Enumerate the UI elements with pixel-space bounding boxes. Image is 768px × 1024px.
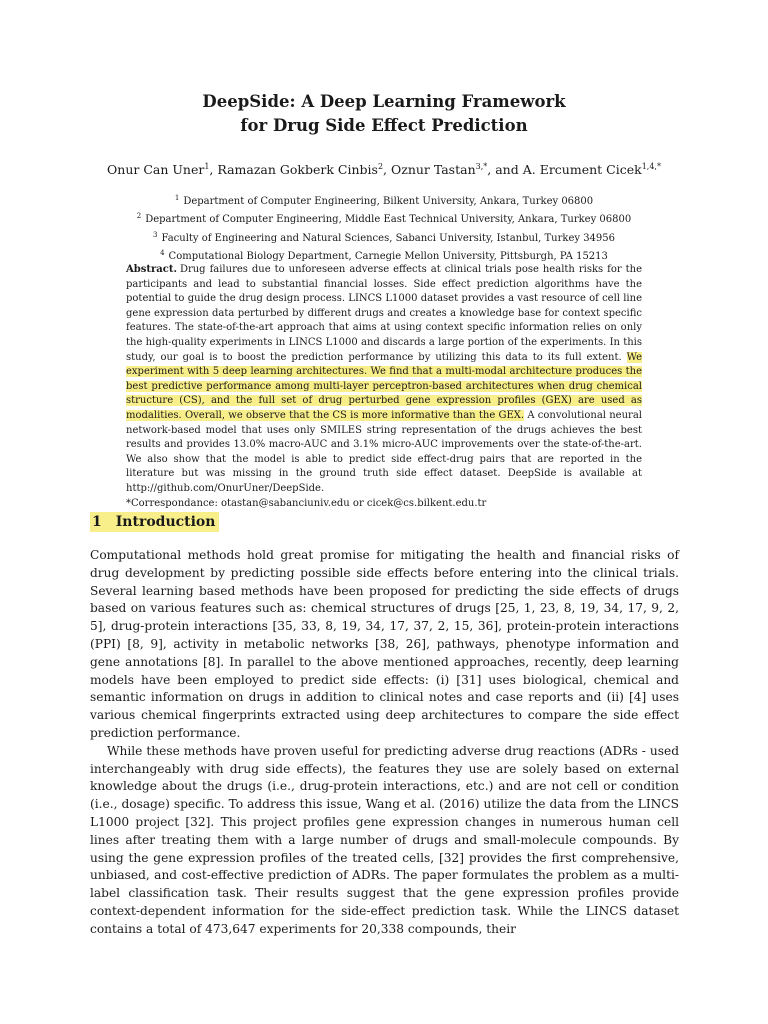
author-separator: , [383, 162, 391, 177]
author-name: Onur Can Uner [107, 162, 205, 177]
affiliation-text: Department of Computer Engineering, Middle East Technical University, Ankara, Turkey 06800 [145, 214, 632, 226]
author-affiliation-mark: 1 [204, 162, 210, 171]
abstract-highlight: We experiment with 5 deep learning architectures. We find that a multi-modal architecture produces the best predictive performance among multi-layer perceptron-based architectures when drug chemical structure (CS), and the full set of drug perturbed gene expression profiles (GEX) are used as modalities. Overall, we observe that the CS is more informative than the GEX. [126, 351, 642, 421]
author-affiliation-mark: 3,* [475, 162, 488, 171]
author-affiliation-mark: 1,4,* [641, 162, 661, 171]
title-line-1: DeepSide: A Deep Learning Framework [202, 92, 566, 111]
author-list [0, 162, 768, 177]
affiliation-text: Department of Computer Engineering, Bilkent University, Ankara, Turkey 06800 [183, 196, 594, 207]
affiliation-text: Faculty of Engineering and Natural Sciences, Sabanci University, Istanbul, Turkey 34956 [161, 232, 616, 244]
correspondence-note: *Correspondance: otastan@sabanciuniv.edu or cicek@cs.bilkent.edu.tr [126, 497, 487, 509]
affiliation-mark: 1 [174, 194, 180, 202]
affiliation-list [0, 191, 768, 264]
affiliation [0, 209, 768, 227]
abstract-text-continued: A convolutional neural network-based model that uses only SMILES string representation of the drugs achieves the best results and provides 13.0% macro-AUC and 3.1% micro-AUC improvements over the state-of-the-art. We also show that the model is able to predict side effect-drug pairs that are reported in the literature but was missing in the ground truth side effect dataset. DeepSide is available at http://github.com/OnurUner/DeepSide. [126, 409, 642, 494]
section-heading-introduction [90, 512, 219, 532]
body-text [90, 547, 679, 939]
affiliation-text: Computational Biology Department, Carnegie Mellon University, Pittsburgh, PA 15213 [168, 250, 608, 262]
paragraph: While these methods have proven useful for predicting adverse drug reactions (ADRs - used interchangeably with drug side effects), the features they use are solely based on external knowledge about the drugs (i.e., drug-protein interactions, etc.) and are not cell or condition (i.e., dosage) specific. To address this issue, Wang et al. (2016) utilize the data from the LINCS L1000 project [32]. This project profiles gene expression changes in numerous human cell lines after treating them with a large number of drugs and small-molecule compounds. By using the gene expression profiles of the treated cells, [32] provides the first comprehensive, unbiased, and cost-effective prediction of ADRs. The paper formulates the problem as a multi-label classification task. Their results suggest that the gene expression profiles provide context-dependent information for the side-effect prediction task. While the LINCS dataset contains a total of 473,647 experiments for 20,338 compounds, their [90, 743, 679, 936]
affiliation [0, 191, 768, 209]
affiliation-mark: 2 [136, 212, 142, 221]
affiliation [0, 246, 768, 264]
author-name: A. Ercument Cicek [522, 162, 642, 177]
affiliation-mark: 4 [160, 248, 165, 257]
title-line-2: for Drug Side Effect Prediction [240, 116, 528, 135]
abstract-text: Drug failures due to unforeseen adverse effects at clinical trials pose health risks for the participants and lead to substantial financial losses. Side effect prediction algorithms have the potential to guide the drug design process. LINCS L1000 dataset provides a vast resource of cell line gene expression data perturbed by different drugs and creates a knowledge base for context specific features. The state-of-the-art approach that aims at using context specific information relies on only the high-quality experiments in LINCS L1000 and discards a large portion of the experiments. In this study, our goal is to boost the prediction performance by utilizing this data to its full extent. [126, 264, 642, 363]
paper-title [0, 90, 768, 138]
affiliation [0, 228, 768, 246]
affiliation-mark: 3 [152, 230, 158, 239]
author-separator: , [209, 162, 218, 177]
abstract-label: Abstract. [126, 264, 177, 275]
section-number: 1 [92, 514, 102, 530]
author-name: Ramazan Gokberk Cinbis [217, 162, 378, 177]
author-name: Oznur Tastan [390, 162, 476, 177]
author-separator: , and [487, 162, 523, 177]
paragraph: Computational methods hold great promise for mitigating the health and financial risks of drug development by predicting possible side effects before entering into the clinical trials. Several learning based methods have been proposed for predicting the side effects of drugs based on various features such as: chemical structures of drugs [25, 1, 23, 8, 19, 34, 17, 9, 2, 5], drug-protein interactions [35, 33, 8, 19, 34, 17, 37, 2, 15, 36], protein-protein interactions (PPI) [8, 9], activity in metabolic networks [38, 26], pathways, phenotype information and gene annotations [8]. In parallel to the above mentioned approaches, recently, deep learning models have been employed to predict side effects: (i) [31] uses biological, chemical and semantic information on drugs in addition to clinical notes and case reports and (ii) [4] uses various chemical fingerprints extracted using deep architectures to compare the side effect prediction performance. [90, 548, 679, 740]
author-affiliation-mark: 2 [377, 162, 384, 171]
section-title: Introduction [115, 514, 216, 530]
abstract [126, 263, 642, 511]
